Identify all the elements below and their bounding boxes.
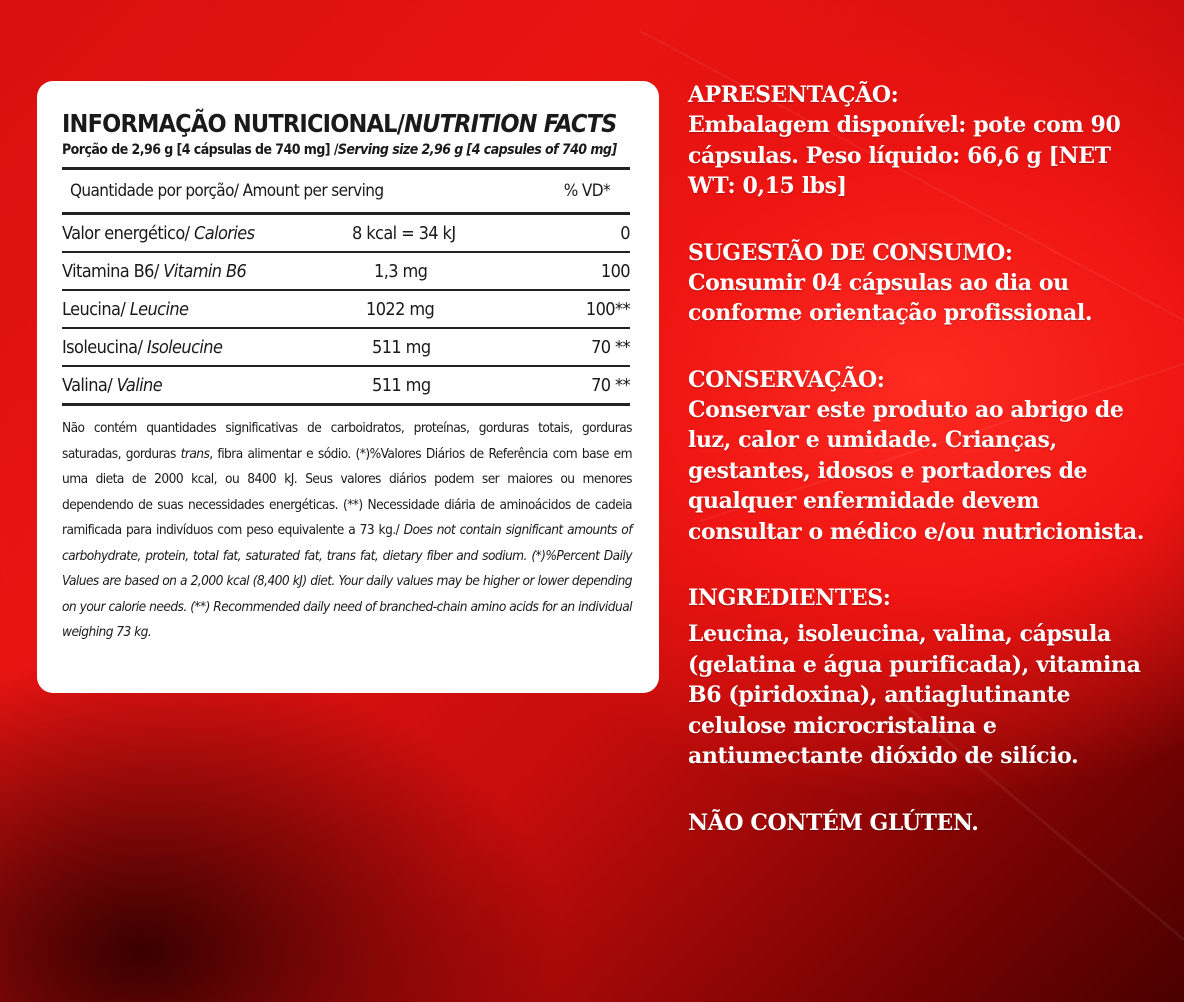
- nutrition-facts-card: [37, 81, 659, 693]
- nutrient-daily-value: 100**: [504, 290, 630, 328]
- amount-per-serving-header: Quantidade por porção/ Amount per serving: [62, 169, 504, 214]
- nutrient-amount: 8 kcal = 34 kJ: [352, 214, 504, 253]
- section-ingredientes: [688, 583, 1158, 772]
- nutrition-table: [62, 167, 630, 406]
- table-header-row: [62, 169, 630, 214]
- nutrient-name: Isoleucina/ Isoleucine: [62, 328, 352, 366]
- nutrient-daily-value: 0: [504, 214, 630, 253]
- section-body: Conservar este produto ao abrigo de luz, calor e umidade. Crianças, gestantes, idosos e portadores de qualquer enfermidade devem consultar o médico e/ou nutricionista.: [688, 396, 1145, 545]
- table-row: [62, 366, 630, 405]
- nutrient-amount: 511 mg: [352, 366, 504, 405]
- section-apresentacao: [688, 80, 1158, 202]
- nutrient-daily-value: 100: [504, 252, 630, 290]
- section-heading: SUGESTÃO DE CONSUMO:: [688, 239, 1013, 266]
- serving-size: Porção de 2,96 g [4 cápsulas de 740 mg] /Serving size 2,96 g [4 capsules of 740 mg]: [62, 142, 617, 158]
- section-heading: APRESENTAÇÃO:: [688, 82, 899, 108]
- product-info-column: [688, 80, 1158, 874]
- nutrition-title: INFORMAÇÃO NUTRICIONAL/NUTRITION FACTS: [62, 109, 617, 138]
- section-gluten: [688, 808, 1158, 838]
- gluten-warning: NÃO CONTÉM GLÚTEN.: [688, 809, 979, 836]
- section-sugestao-de-consumo: [688, 238, 1158, 329]
- section-body: Consumir 04 cápsulas ao dia ou conforme orientação profissional.: [688, 269, 1093, 326]
- table-row: [62, 214, 630, 253]
- nutrient-name: Leucina/ Leucine: [62, 290, 352, 328]
- nutrient-amount: 1022 mg: [352, 290, 504, 328]
- nutrient-daily-value: 70 **: [504, 366, 630, 405]
- table-row: [62, 252, 630, 290]
- section-conservacao: [688, 365, 1158, 548]
- section-heading: CONSERVAÇÃO:: [688, 366, 885, 393]
- table-row: [62, 328, 630, 366]
- nutrient-amount: 1,3 mg: [352, 252, 504, 290]
- section-heading: INGREDIENTES:: [688, 585, 891, 611]
- nutrient-name: Valina/ Valine: [62, 366, 352, 405]
- nutrition-footnote: Não contém quantidades significativas de carboidratos, proteínas, gorduras totais, gorduras saturadas, gorduras trans, fibra alimentar e sódio. (*)%Valores Diários de Referência com base em uma dieta de 2000 kcal, ou 8400 kJ. Seus valores diários podem ser maiores ou menores dependendo de suas necessidades energéticas. (**) Necessidade diária de aminoácidos de cadeia ramificada para indivíduos com peso equivalente a 73 kg./ Does not contain significant amounts of carbohydrate, protein, total fat, saturated fat, trans fat, dietary fiber and sodium. (*)%Percent Daily Values are based on a 2,000 kcal (8,400 kJ) diet. Your daily values may be higher or lower depending on your calorie needs. (**) Recommended daily need of branched-chain amino acids for an individual weighing 73 kg.: [62, 420, 632, 640]
- nutrient-name: Valor energético/ Calories: [62, 214, 352, 253]
- table-row: [62, 290, 630, 328]
- nutrient-name: Vitamina B6/ Vitamin B6: [62, 252, 352, 290]
- nutrient-amount: 511 mg: [352, 328, 504, 366]
- section-body: Leucina, isoleucina, valina, cápsula (gelatina e água purificada), vitamina B6 (piridoxina), antiaglutinante celulose microcristalina e antiumectante dióxido de silício.: [688, 621, 1141, 769]
- nutrient-daily-value: 70 **: [504, 328, 630, 366]
- daily-value-header: % VD*: [504, 169, 630, 214]
- section-body: Embalagem disponível: pote com 90 cápsulas. Peso líquido: 66,6 g [NET WT: 0,15 lbs]: [688, 112, 1121, 199]
